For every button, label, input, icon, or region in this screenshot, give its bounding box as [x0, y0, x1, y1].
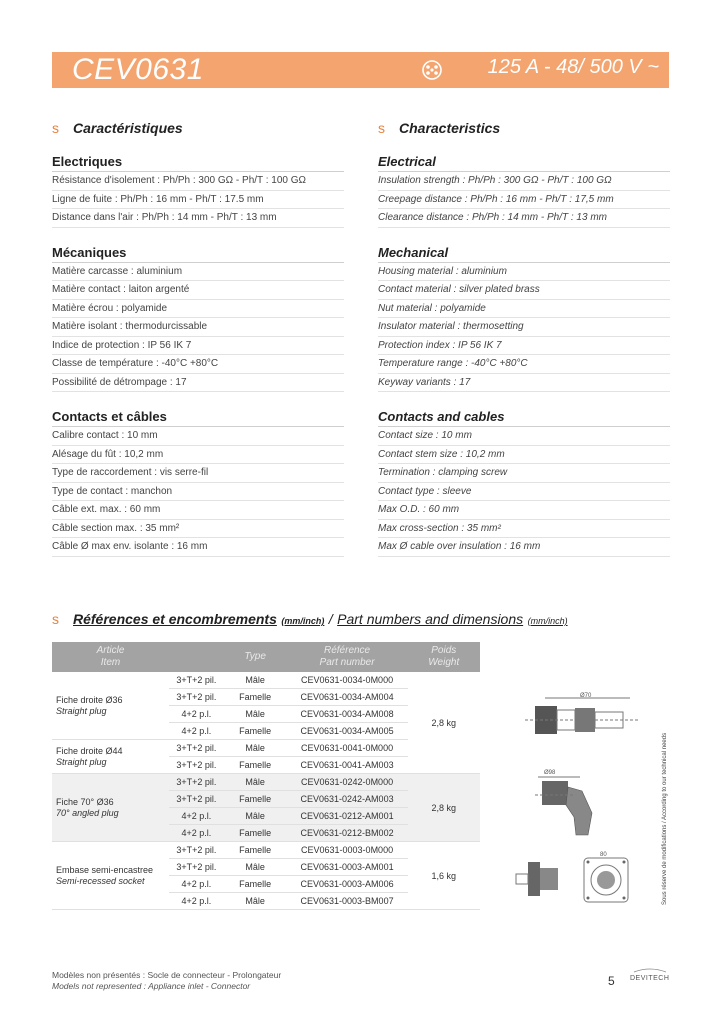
bullet-icon: s [378, 120, 385, 136]
section-title-en: s Characteristics [378, 120, 501, 136]
list-item: Clearance distance : Ph/Ph : 14 mm - Ph/T : 13 mm [378, 209, 670, 228]
straight-plug-drawing [505, 690, 655, 750]
mechanical-heading-fr: Mécaniques [52, 245, 344, 263]
list-item: Max O.D. : 60 mm [378, 501, 670, 520]
socket-drawing [510, 848, 635, 910]
dimension-label: Ø98 [544, 770, 556, 776]
brand-logo [630, 966, 670, 988]
angled-plug-drawing [530, 765, 610, 840]
electrical-heading-en: Electrical [378, 154, 670, 172]
list-item: Max Ø cable over insulation : 16 mm [378, 538, 670, 557]
col-reference: Référence Part number [287, 642, 408, 672]
dimension-label: 80 [600, 852, 607, 858]
list-item: Contact stem size : 10,2 mm [378, 446, 670, 465]
electrical-heading-fr: Electriques [52, 154, 344, 172]
svg-text:Sous réserve de modifications: Sous réserve de modifications / According to our technical needs [662, 732, 668, 905]
references-title: s Références et encombrements (mm/inch) / Part numbers and dimensions (mm/inch) [52, 611, 568, 627]
list-item: Possibilité de détrompage : 17 [52, 374, 344, 393]
mechanical-list-fr [52, 263, 344, 393]
contacts-heading-fr: Contacts et câbles [52, 409, 344, 427]
header-banner [52, 52, 669, 88]
table-row: 4+2 p.l. Mâle CEV0631-0003-BM007 [52, 893, 480, 910]
list-item: Matière contact : laiton argenté [52, 281, 344, 300]
col-type: Type [224, 642, 287, 672]
references-table [52, 642, 480, 910]
mechanical-heading-en: Mechanical [378, 245, 670, 263]
table-row: Embase semi-encastree Semi-recessed socket 3+T+2 pil. Famelle CEV0631-0003-0M000 1,6 kg [52, 842, 480, 859]
list-item: Classe de température : -40°C +80°C [52, 355, 344, 374]
list-item: Câble ext. max. : 60 mm [52, 501, 344, 520]
list-item: Keyway variants : 17 [378, 374, 670, 393]
list-item: Contact size : 10 mm [378, 427, 670, 446]
table-row: 3+T+2 pil. Famelle CEV0631-0242-AM003 [52, 791, 480, 808]
list-item: Ligne de fuite : Ph/Ph : 16 mm - Ph/T : 17.5 mm [52, 191, 344, 210]
electrical-list-en [378, 172, 670, 228]
list-item: Insulator material : thermosetting [378, 318, 670, 337]
rating-text: 125 A - 48/ 500 V ~ [487, 56, 659, 78]
table-row: Fiche droite Ø44 Straight plug 3+T+2 pil. Mâle CEV0631-0041-0M000 [52, 740, 480, 757]
footnote-en: Models not represented : Appliance inlet - Connector [52, 981, 251, 991]
page-number: 5 [608, 974, 615, 988]
list-item: Creepage distance : Ph/Ph : 16 mm - Ph/T : 17,5 mm [378, 191, 670, 210]
contacts-list-fr [52, 427, 344, 557]
french-characteristics [52, 120, 344, 557]
dimension-label: Ø70 [580, 693, 592, 699]
list-item: Contact type : sleeve [378, 483, 670, 502]
list-item: Calibre contact : 10 mm [52, 427, 344, 446]
english-characteristics [378, 120, 670, 557]
list-item: Contact material : silver plated brass [378, 281, 670, 300]
table-row: 4+2 p.l. Famelle CEV0631-0034-AM005 [52, 723, 480, 740]
weight-cell: 1,6 kg [408, 842, 480, 910]
list-item: Housing material : aluminium [378, 263, 670, 282]
article-cell: Embase semi-encastree Semi-recessed socket [52, 842, 169, 910]
contacts-heading-en: Contacts and cables [378, 409, 670, 427]
section-title-fr: s Caractéristiques [52, 120, 183, 136]
table-header [52, 642, 480, 672]
table-row: 4+2 p.l. Mâle CEV0631-0034-AM008 [52, 706, 480, 723]
electrical-list-fr [52, 172, 344, 228]
footnote [52, 970, 281, 992]
bullet-icon: s [52, 120, 59, 136]
list-item: Nut material : polyamide [378, 300, 670, 319]
list-item: Type de raccordement : vis serre-fil [52, 464, 344, 483]
table-row: Fiche droite Ø36 Straight plug 3+T+2 pil. Mâle CEV0631-0034-0M000 2,8 kg [52, 672, 480, 689]
list-item: Max cross-section : 35 mm² [378, 520, 670, 539]
list-item: Matière écrou : polyamide [52, 300, 344, 319]
model-title: CEV0631 [72, 53, 204, 86]
table-row: 4+2 p.l. Famelle CEV0631-0003-AM006 [52, 876, 480, 893]
list-item: Termination : clamping screw [378, 464, 670, 483]
table-row: 4+2 p.l. Mâle CEV0631-0212-AM001 [52, 808, 480, 825]
table-row: 3+T+2 pil. Famelle CEV0631-0034-AM004 [52, 689, 480, 706]
bullet-icon: s [52, 611, 59, 627]
list-item: Matière isolant : thermodurcissable [52, 318, 344, 337]
list-item: Distance dans l'air : Ph/Ph : 14 mm - Ph/T : 13 mm [52, 209, 344, 228]
table-row: 3+T+2 pil. Mâle CEV0631-0003-AM001 [52, 859, 480, 876]
contacts-list-en [378, 427, 670, 557]
mechanical-list-en [378, 263, 670, 393]
logo-text: DEVITECH [630, 975, 670, 982]
list-item: Protection index : IP 56 IK 7 [378, 337, 670, 356]
col-article: Article Item [52, 642, 169, 672]
side-note [658, 715, 670, 905]
col-weight: Poids Weight [408, 642, 480, 672]
article-cell: Fiche 70° Ø36 70° angled plug [52, 774, 169, 842]
weight-cell: 2,8 kg [408, 672, 480, 774]
table-row: 3+T+2 pil. Famelle CEV0631-0041-AM003 [52, 757, 480, 774]
list-item: Type de contact : manchon [52, 483, 344, 502]
list-item: Indice de protection : IP 56 IK 7 [52, 337, 344, 356]
weight-cell: 2,8 kg [408, 774, 480, 842]
list-item: Câble section max. : 35 mm² [52, 520, 344, 539]
col-pins [169, 642, 224, 672]
footnote-fr: Modèles non présentés : Socle de connecteur - Prolongateur [52, 970, 282, 980]
list-item: Matière carcasse : aluminium [52, 263, 344, 282]
article-cell: Fiche droite Ø44 Straight plug [52, 740, 169, 774]
article-cell: Fiche droite Ø36 Straight plug [52, 672, 169, 740]
contact-layout-icon [422, 60, 442, 80]
table-row: Fiche 70° Ø36 70° angled plug 3+T+2 pil. Mâle CEV0631-0242-0M000 2,8 kg [52, 774, 480, 791]
list-item: Câble Ø max env. isolante : 16 mm [52, 538, 344, 557]
list-item: Temperature range : -40°C +80°C [378, 355, 670, 374]
list-item: Résistance d'isolement : Ph/Ph : 300 GΩ - Ph/T : 100 GΩ [52, 172, 344, 191]
list-item: Insulation strength : Ph/Ph : 300 GΩ - Ph/T : 100 GΩ [378, 172, 670, 191]
table-row: 4+2 p.l. Famelle CEV0631-0212-BM002 [52, 825, 480, 842]
list-item: Alésage du fût : 10,2 mm [52, 446, 344, 465]
